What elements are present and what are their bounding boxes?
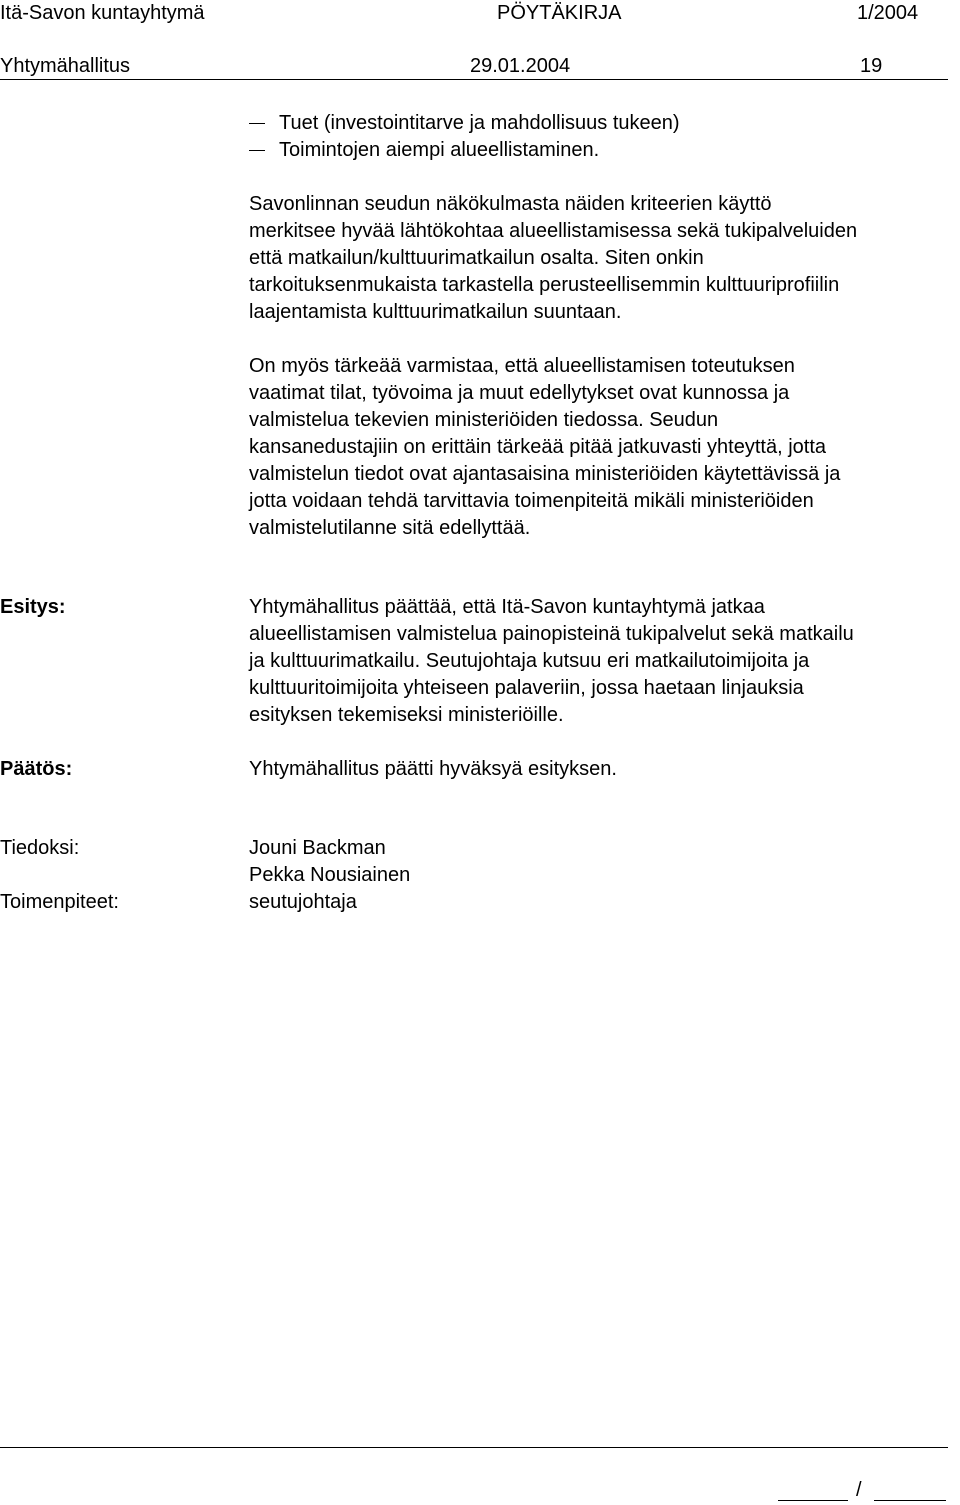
document-type: PÖYTÄKIRJA	[497, 2, 622, 24]
paragraph-line: valmistelun tiedot ovat ajantasaisina ministeriöiden käytettävissä ja	[249, 463, 841, 485]
signature-separator: /	[856, 1479, 862, 1501]
paatos-label: Päätös:	[0, 758, 73, 780]
bullet-item: Toimintojen aiempi alueellistaminen.	[279, 139, 600, 161]
paragraph-line: On myös tärkeää varmistaa, että alueellistamisen toteutuksen	[249, 355, 795, 377]
paragraph-line: ja kulttuurimatkailu. Seutujohtaja kutsuu eri matkailutoimijoita ja	[249, 650, 810, 672]
paragraph-line: kansanedustajiin on erittäin tärkeää pitää jatkuvasti yhteyttä, jotta	[249, 436, 827, 458]
paragraph-line: kulttuuritoimijoita yhteiseen palaveriin, jossa haetaan linjauksia	[249, 677, 804, 699]
paragraph-line: tarkoituksenmukaista tarkastella perusteellisemmin kulttuuriprofiilin	[249, 274, 840, 296]
esitys-label: Esitys:	[0, 596, 66, 618]
paragraph-line: valmistelutilanne sitä edellyttää.	[249, 517, 531, 539]
bullet-dash	[249, 150, 265, 151]
bullet-item: Tuet (investointitarve ja mahdollisuus tukeen)	[279, 112, 680, 134]
paragraph-line: Yhtymähallitus päättää, että Itä-Savon kuntayhtymä jatkaa	[249, 596, 765, 618]
bullet-dash	[249, 123, 265, 124]
paragraph-line: esityksen tekemiseksi ministeriöille.	[249, 704, 564, 726]
tiedoksi-name: Jouni Backman	[249, 837, 386, 859]
meeting-date: 29.01.2004	[470, 55, 571, 77]
organization-name: Itä-Savon kuntayhtymä	[0, 2, 205, 24]
tiedoksi-label: Tiedoksi:	[0, 837, 80, 859]
toimenpiteet-value: seutujohtaja	[249, 891, 357, 913]
paragraph-line: että matkailun/kulttuurimatkailun osalta. Siten onkin	[249, 247, 704, 269]
paragraph-line: merkitsee hyvää lähtökohtaa alueellistamisessa sekä tukipalveluiden	[249, 220, 858, 242]
document-number: 1/2004	[857, 2, 919, 24]
paragraph-line: jotta voidaan tehdä tarvittavia toimenpiteitä mikäli ministeriöiden	[249, 490, 814, 512]
paragraph-line: Savonlinnan seudun näkökulmasta näiden kriteerien käyttö	[249, 193, 772, 215]
toimenpiteet-label: Toimenpiteet:	[0, 891, 119, 913]
footer-divider	[0, 1447, 948, 1448]
initials-line-left	[778, 1500, 848, 1501]
esitys-text	[249, 594, 854, 729]
paragraph-line: valmistelua tekevien ministeriöiden tiedossa. Seudun	[249, 409, 719, 431]
paragraph-criteria	[249, 191, 857, 326]
paragraph-line: laajentamista kulttuurimatkailun suuntaan.	[249, 301, 622, 323]
page-number: 19	[860, 55, 883, 77]
paragraph-line: vaatimat tilat, työvoima ja muut edellytykset ovat kunnossa ja	[249, 382, 790, 404]
header-divider	[0, 79, 948, 80]
body-name: Yhtymähallitus	[0, 55, 131, 77]
paatos-text: Yhtymähallitus päätti hyväksyä esityksen.	[249, 758, 617, 780]
tiedoksi-name: Pekka Nousiainen	[249, 864, 411, 886]
initials-line-right	[874, 1500, 946, 1501]
paragraph-line: alueellistamisen valmistelua painopisteinä tukipalvelut sekä matkailu	[249, 623, 854, 645]
paragraph-preparation	[249, 353, 840, 542]
